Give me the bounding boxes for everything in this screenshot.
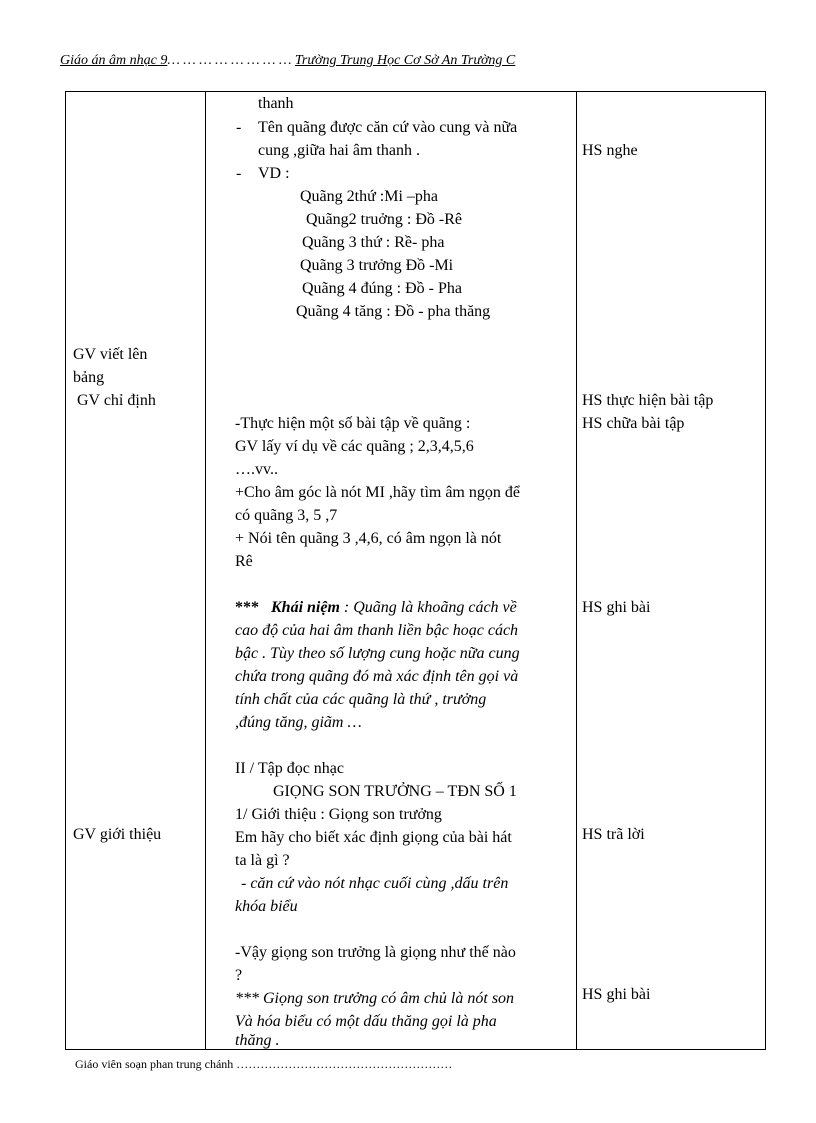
exercise-line: ….vv.. [235, 461, 278, 478]
exercise-line: Rê [235, 553, 253, 570]
concept-stars: *** [235, 599, 259, 616]
section-line: - căn cứ vào nót nhạc cuối cùng ,dấu trên [241, 875, 509, 892]
section-line: khóa biểu [235, 898, 298, 915]
header-school: Trường Trung Học Cơ Sở An Trường C [294, 53, 516, 68]
exercise-line: GV lấy ví dụ về các quãng ; 2,3,4,5,6 [235, 438, 474, 455]
lesson-subtitle: GIỌNG SON TRƯỞNG – TĐN SỐ 1 [273, 783, 517, 800]
section-line: ? [235, 967, 243, 984]
section-line: -Vậy giọng son trưởng là giọng như thế nào [235, 944, 516, 961]
exercise-line: -Thực hiện một số bài tập về quãng : [235, 415, 471, 432]
page-header [60, 53, 515, 69]
header-subject: Giáo án âm nhạc 9 [60, 53, 168, 68]
section-line: *** Giọng son trưởng có âm chủ là nót son [235, 990, 515, 1007]
student-note-write: HS ghi bài [582, 599, 651, 616]
section-line: 1/ Giới thiệu : Giọng son trưởng [235, 806, 442, 823]
concept-line: bậc . Tùy theo số lượng cung hoặc nữa cung [235, 645, 520, 662]
content-line: VD : [258, 165, 290, 182]
concept-heading [235, 596, 517, 619]
footer-dots: ……………………………………………… [236, 1057, 453, 1071]
content-line: Tên quãng được căn cứ vào cung và nữa [258, 119, 518, 136]
teacher-note-board: bảng [73, 369, 105, 386]
header-dots: … … … … … … … … [167, 53, 292, 68]
concept-text: : Quãng là khoãng cách về [343, 599, 517, 616]
section-line: thăng . [235, 1032, 280, 1049]
student-note-answer: HS trã lời [582, 826, 645, 843]
section-line: Em hãy cho biết xác định giọng của bài hát [235, 829, 512, 846]
section-line: Và hóa biểu có một dấu thăng gọi là pha [235, 1013, 497, 1030]
section-line: ta là gì ? [235, 852, 290, 869]
teacher-note-introduce: GV giới thiệu [73, 826, 162, 843]
column-divider-2 [576, 92, 577, 1049]
exercise-line: +Cho âm góc là nót MI ,hãy tìm âm ngọn để [235, 484, 520, 501]
gv-viet-text: GV viết lên [73, 346, 148, 363]
bullet: - [236, 119, 242, 136]
concept-title: Khái niệm [271, 599, 340, 616]
exercise-line: có quãng 3, 5 ,7 [235, 507, 338, 524]
content-line: thanh [258, 95, 294, 112]
interval-example: Quãng2 truởng : Đồ -Rê [306, 211, 462, 228]
interval-example: Quãng 2thứ :Mi –pha [300, 188, 438, 205]
interval-example: Quãng 4 đúng : Đồ - Pha [302, 280, 462, 297]
section-title: II / Tập đọc nhạc [235, 760, 344, 777]
student-note-correct: HS chữa bài tập [582, 415, 685, 432]
teacher-note-assign: GV chỉ định [77, 392, 156, 409]
concept-line: chứa trong quãng đó mà xác định tên gọi và [235, 668, 519, 685]
concept-line: tính chất của các quãng là thứ , trưởng [235, 691, 487, 708]
content-line: cung ,giữa hai âm thanh . [258, 142, 420, 159]
concept-line: cao độ của hai âm thanh liền bậc hoạc cách [235, 622, 519, 639]
teacher-note-write [73, 343, 195, 366]
interval-example: Quãng 3 trưởng Đồ -Mi [300, 257, 454, 274]
student-note-write: HS ghi bài [582, 986, 651, 1003]
page-footer [75, 1057, 452, 1072]
interval-example: Quãng 4 tăng : Đồ - pha thăng [296, 303, 491, 320]
student-note-listen: HS nghe [582, 142, 638, 159]
student-note-exercise: HS thực hiện bài tập [582, 392, 714, 409]
exercise-line: + Nói tên quãng 3 ,4,6, có âm ngọn là nót [235, 530, 502, 547]
interval-example: Quãng 3 thứ : Rề- pha [302, 234, 445, 251]
footer-author: Giáo viên soạn phan trung chánh [75, 1057, 234, 1071]
column-divider-1 [205, 92, 206, 1049]
bullet: - [236, 165, 242, 182]
concept-line: ,đúng tăng, giãm … [235, 714, 362, 731]
